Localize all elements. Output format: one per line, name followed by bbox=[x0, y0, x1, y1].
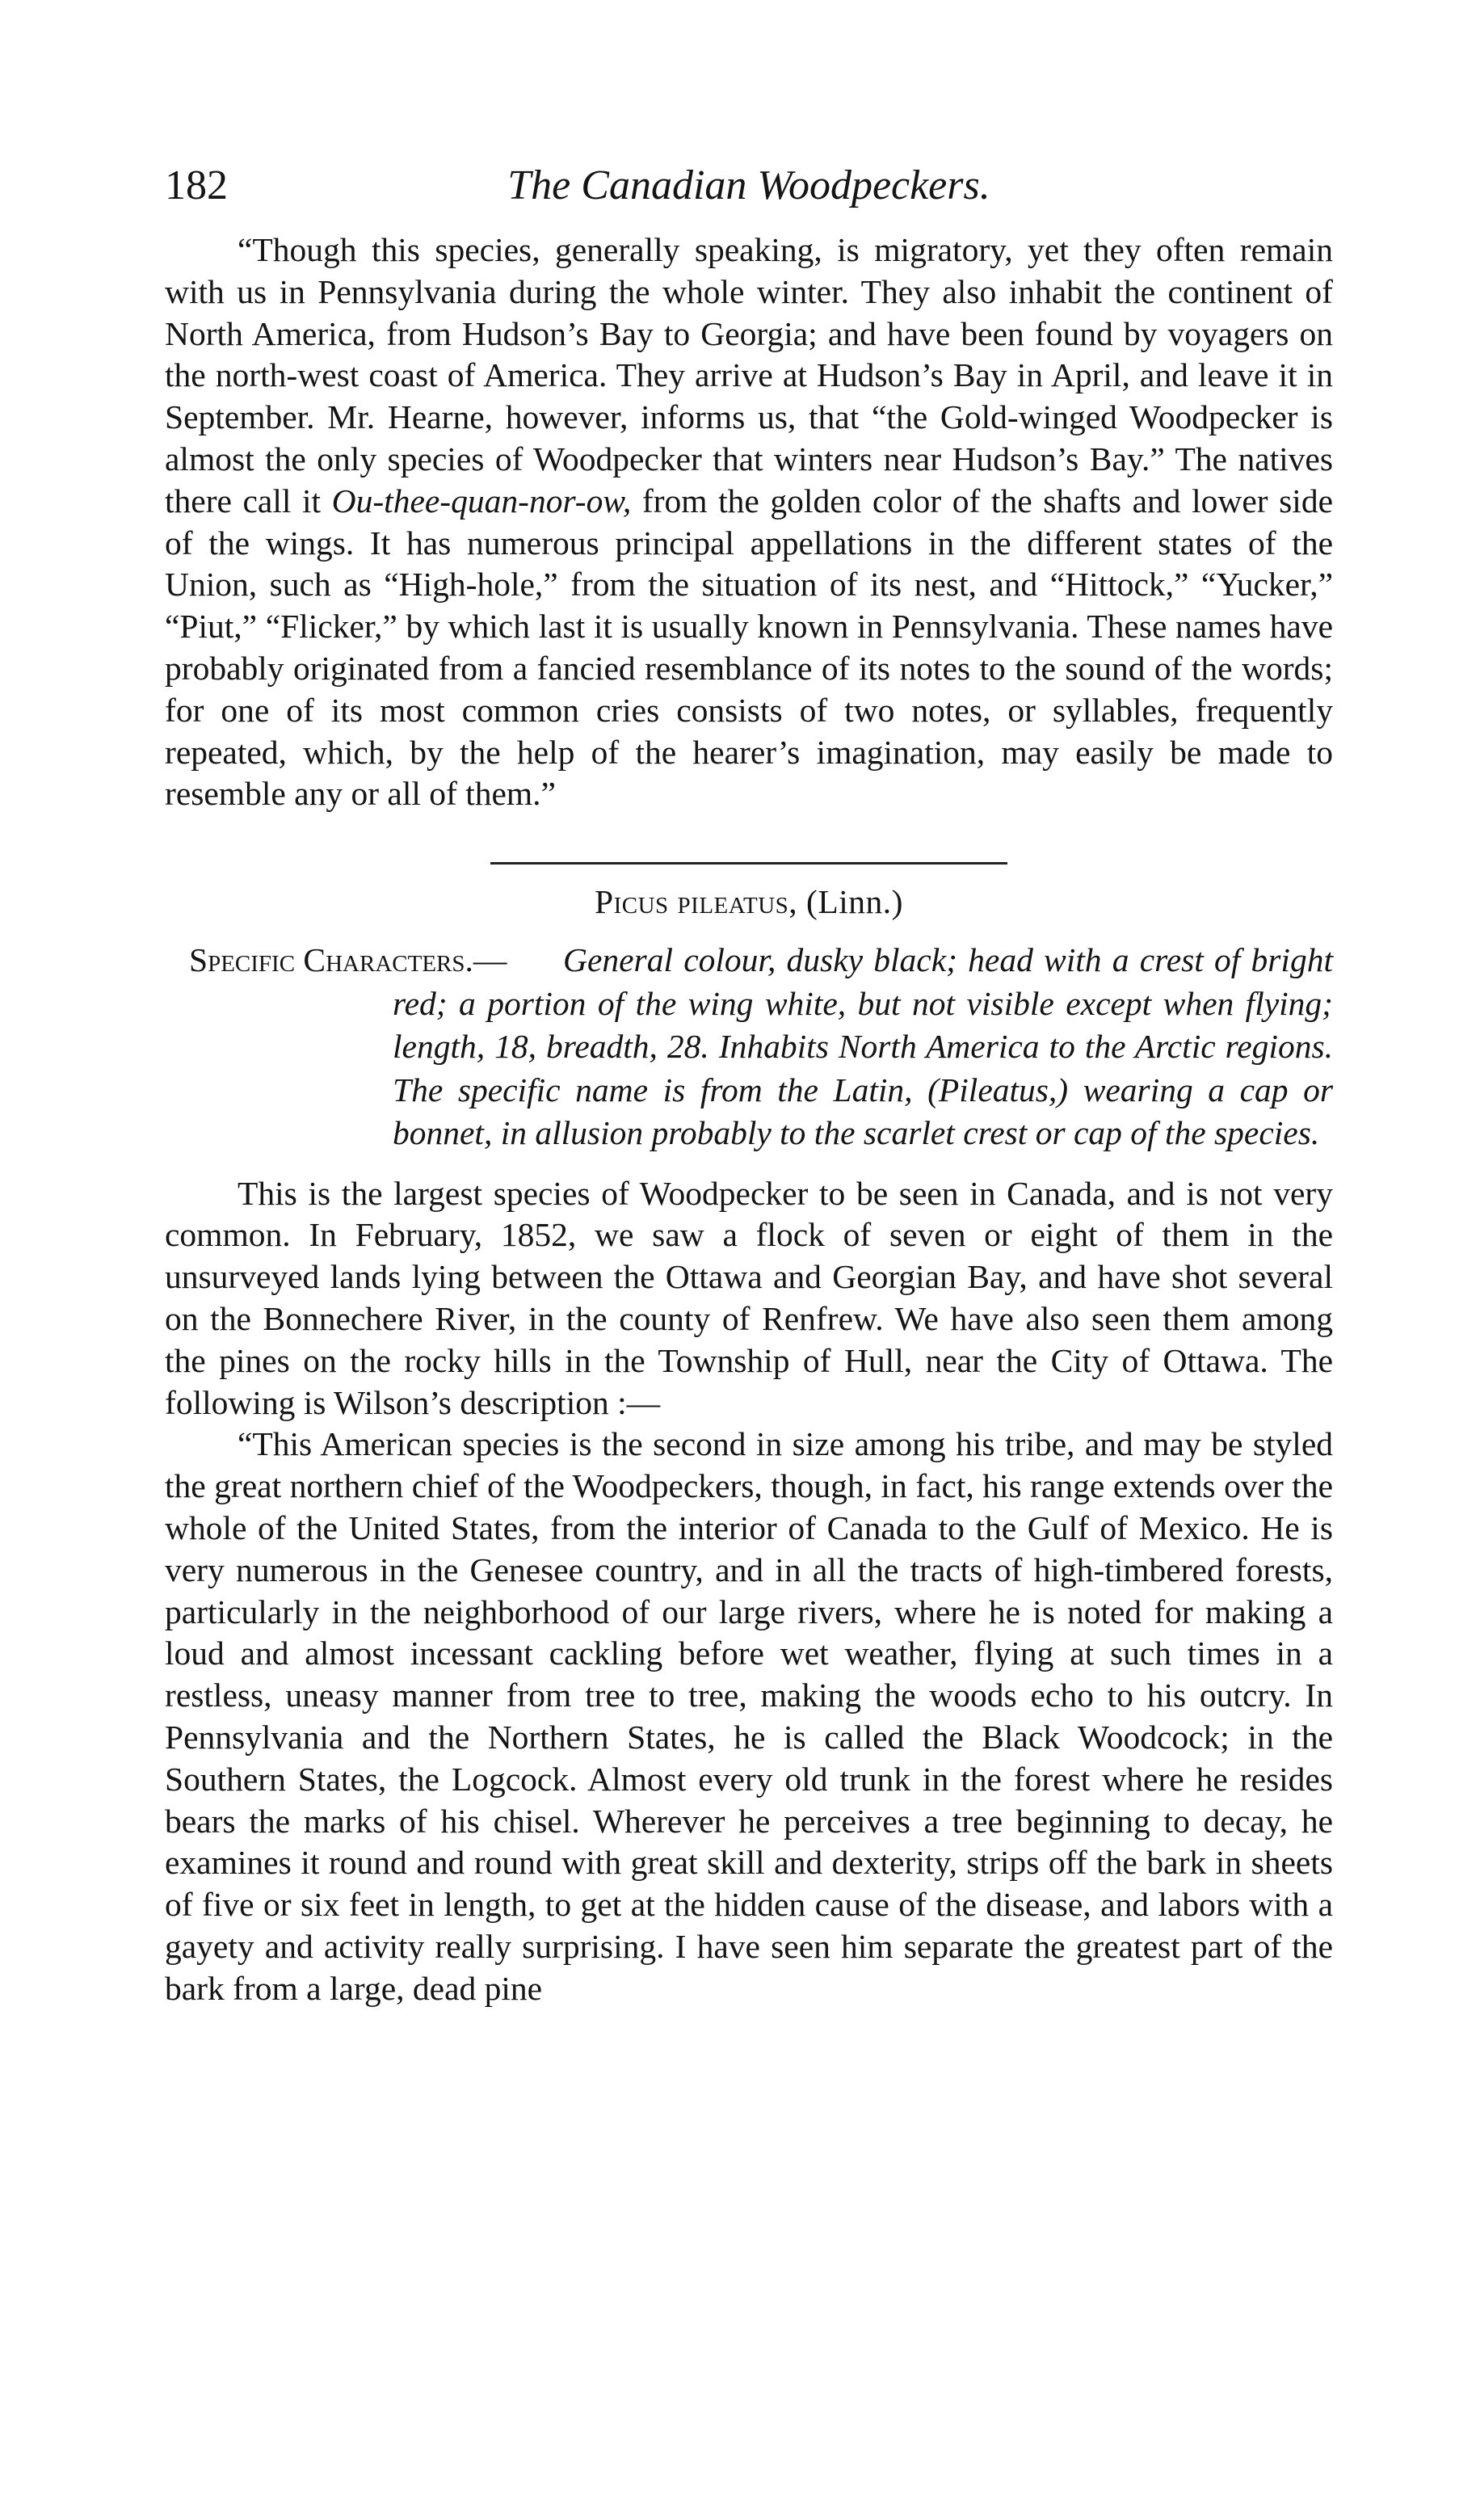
native-name: Ou-thee-quan-nor-ow, bbox=[331, 482, 632, 520]
species-authority: (Linn.) bbox=[806, 883, 903, 921]
body-paragraph-2: “This American species is the second in size among his tribe, and may be styled the great northern chief of the Woodpeckers, though, in fact, his range extends over the whole of the United States, from the interior of Canada to the Gulf of Mexico. He is very numerous in the Genesee country, and in all the tracts of high-timbered forests, particularly in the neighborhood of our large rivers, where he is noted for making a loud and almost incessant cackling before wet weather, flying at such times in a restless, uneasy manner from tree to tree, making the woods echo to his outcry. In Pennsylvania and the Northern States, he is called the Black Woodcock; in the Southern States, the Logcock. Almost every old trunk in the forest where he resides bears the marks of his chisel. Wherever he perceives a tree beginning to decay, he examines it round and round with great skill and dexterity, strips off the bark in sheets of five or six feet in length, to get at the hidden cause of the disease, and labors with a gayety and activity really surprising. I have seen him separate the greatest part of the bark from a large, dead pine bbox=[165, 1425, 1333, 2007]
quote-paragraph bbox=[165, 229, 1333, 815]
page-header bbox=[165, 162, 1333, 226]
section-divider bbox=[490, 862, 1007, 865]
quote-paragraph-end: from the golden color of the shafts and lower side of the wings. It has numerous principal appellations in the different states of the Union, such as “High-hole,” from the situation of its nest, and “Hittock,” “Yucker,” “Piut,” “Flicker,” by which last it is usually known in Pennsylvania. These names have probably originated from a fancied resemblance of its notes to the sound of the words; for one of its most common cries consists of two notes, or syllables, frequently repeated, which, by the help of the hearer’s imagination, may easily be made to resemble any or all of them.” bbox=[165, 482, 1334, 813]
specific-characters-text: General colour, dusky black; head with a crest of bright red; a portion of the wing white, but not visible except when flying; length, 18, breadth, 28. Inhabits North America to the Arctic regions. The specific name is from the Latin, (Pileatus,) wearing a cap or bonnet, in allusion probably to the scarlet crest or cap of the species. bbox=[393, 941, 1333, 1152]
running-title: The Canadian Woodpeckers. bbox=[507, 162, 990, 208]
species-name: Picus pileatus, bbox=[595, 883, 798, 921]
specific-characters-label: Specific Characters.— bbox=[189, 941, 507, 979]
species-heading bbox=[165, 882, 1333, 921]
page-number: 182 bbox=[165, 162, 228, 208]
book-page bbox=[165, 162, 1333, 2010]
quote-paragraph-text: “Though this species, generally speaking, is migratory, yet they often remain with us in Pennsylvania during the whole winter. They also inhabit the continent of North America, from Hudson’s Bay to Georgia; and have been found by voyagers on the north-west coast of America. They arrive at Hudson’s Bay in April, and leave it in September. Mr. Hearne, however, informs us, that “the Gold-winged Woodpecker is almost the only species of Woodpecker that winters near Hudson’s Bay.” The natives there call it bbox=[165, 231, 1333, 520]
body-paragraph-1: This is the largest species of Woodpecker to be seen in Canada, and is not very common. In February, 1852, we saw a flock of seven or eight of them in the unsurveyed lands lying between the Ottawa and Georgian Bay, and have shot several on the Bonnechere River, in the county of Renfrew. We have also seen them among the pines on the rocky hills in the Township of Hull, near the City of Ottawa. The following is Wilson’s description :— bbox=[165, 1174, 1333, 1421]
specific-characters bbox=[165, 939, 1333, 1155]
